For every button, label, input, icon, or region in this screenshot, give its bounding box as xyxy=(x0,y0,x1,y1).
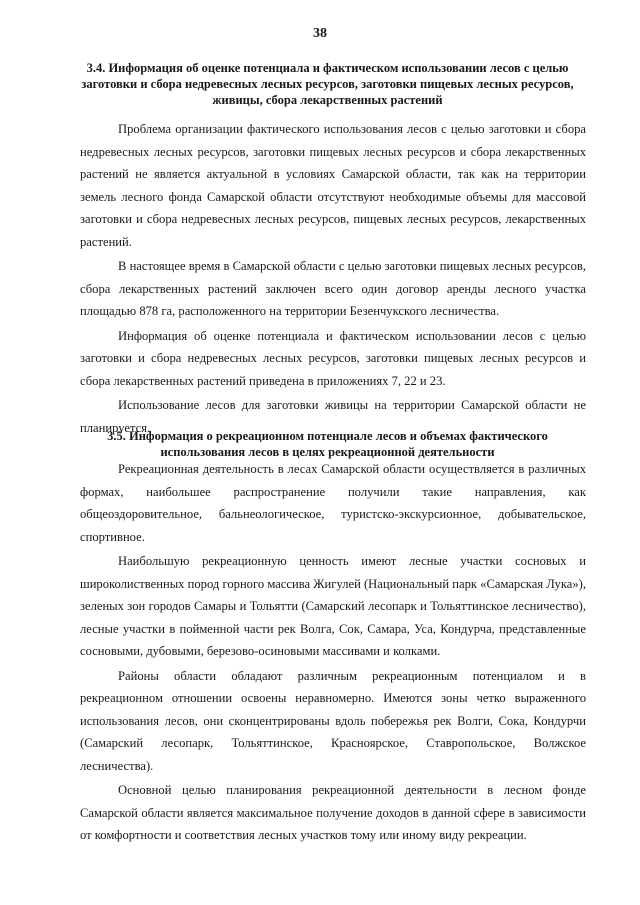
page-number: 38 xyxy=(313,26,327,41)
paragraph: Информация об оценке потенциала и фактическом использовании лесов с целью заготовки и сбора недревесных лесных ресурсов, заготовки пищевых лесных ресурсов и сбора лекарственных растений приведена в приложениях 7, 22 и 23. xyxy=(80,328,586,388)
section-3-4-title: 3.4. Информация об оценке потенциала и фактическом использовании лесов с целью заготовки и сбора недревесных лесных ресурсов, заготовки пищевых лесных ресурсов, живицы, сбора лекарственных растений xyxy=(81,61,574,107)
paragraph: В настоящее время в Самарской области с целью заготовки пищевых лесных ресурсов, сбора лекарственных растений заключен всего один договор аренды лесного участка площадью 878 га, расположенного на территории Безенчукского лесничества. xyxy=(80,259,586,318)
section-3-4-body xyxy=(80,118,586,441)
paragraph: Основной целью планирования рекреационной деятельности в лесном фонде Самарской области является максимальное получение доходов в данной сфере в зависимости от комфортности и соответствия лесных участков тому или иному виду рекреации. xyxy=(80,783,586,842)
paragraph: Использование лесов для заготовки живицы на территории Самарской области не планируется. xyxy=(80,398,586,435)
paragraph: Районы области обладают различным рекреационным потенциалом и в рекреационном отношении освоены неравномерно. Имеются зоны четко выраженного использования лесов, они сконцентрированы вдоль побережья рек Волги, Сока, Кондурчи (Самарский лесопарк, Тольяттинское, Красноярское, Ставропольское, Волжское лесничества). xyxy=(80,668,586,773)
paragraph: Рекреационная деятельность в лесах Самарской области осуществляется в различных формах, наибольшее распространение получили такие направления, как общеоздоровительное, бальнеологическое, туристско-экскурсионное, добывательское, спортивное. xyxy=(80,462,586,544)
paragraph: Проблема организации фактического использования лесов с целью заготовки и сбора недревесных лесных ресурсов, заготовки пищевых лесных ресурсов и сбора лекарственных растений не является актуальной в условиях Самарской области, так как на территории земель лесного фонда Самарской области отсутствуют необходимые объемы для массовой заготовки и сбора недревесных лесных ресурсов, пищевых лесных ресурсов, лекарственных растений. xyxy=(80,122,586,249)
section-3-5-title: 3.5. Информация о рекреационном потенциале лесов и объемах фактического использования лесов в целях рекреационной деятельности xyxy=(107,429,548,459)
paragraph: Наибольшую рекреационную ценность имеют лесные участки сосновых и широколиственных пород горного массива Жигулей (Национальный парк «Самарская Лука»), зеленых зон городов Самары и Тольятти (Самарский лесопарк и Тольяттинское лесничество), лесные участки в пойменной части рек Волга, Сок, Самара, Уса, Кондурча, представленные сосновыми, дубовыми, березово-осиновыми массивами и колками. xyxy=(80,554,586,658)
section-3-5-body xyxy=(80,458,586,849)
